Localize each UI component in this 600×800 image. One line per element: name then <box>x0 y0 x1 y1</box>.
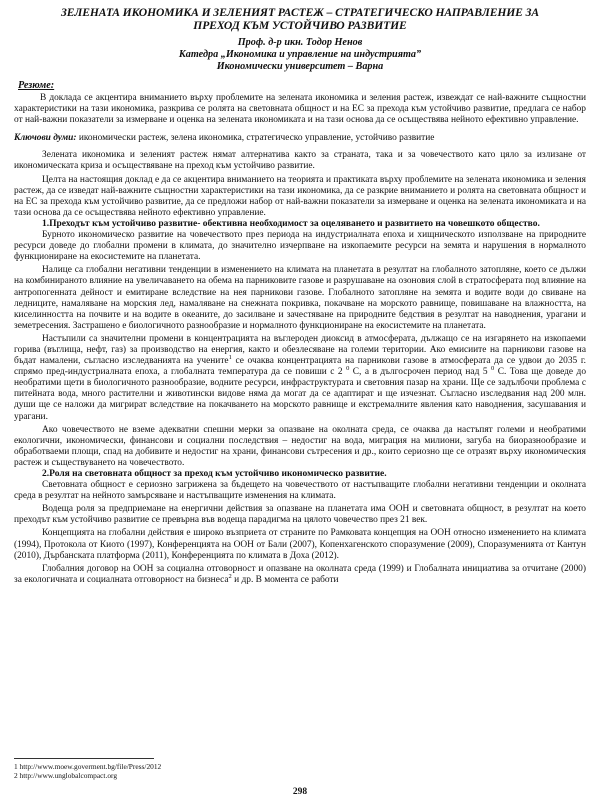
section-1-paragraph-consequences: Ако човечеството не вземе адекватни спешни мерки за опазване на околната среда, се очаква да настъпят големи и необратими екологични, икономически, финансови и социални последствия – недостиг на вода, миграция на милиони, загуба на биоразнообразие и обработваеми площи, спад на добивите и недостиг на храни, финансови сътресения и др., които сериозно ще се отразят върху икономическия растеж и съществуването на човечеството. <box>14 424 586 468</box>
section-1-paragraph-2: Налице са глобални негативни тенденции в изменението на климата на планетата в резултат на глобалното затопляне, което се дължи на комбинираното влияние на увеличаването на обема на парниковите газове и разрушаване на озоновия слой в стратосферата под влияние на антропогенната дейност и емитиране вследствие на нея парникови газове. Глобалното затопляне на земята и водите води до свиване на ледниците, намаляване на морския лед, намаляване на снежната покривка, покачване на морското равнище, повишаване на влажността, на киселинността на почвите и на водите в океаните, до засилване и зачестяване на природните бедствия в резултат на наводнения, урагани и земетресения. Застрашено е биологичното разнообразие и нормалното функциониране на екосистемите на планетата. <box>14 265 586 331</box>
paper-title <box>14 6 586 32</box>
footnote-2: 2 http://www.unglobalcompact.org <box>14 771 118 780</box>
footnote-separator <box>14 758 154 759</box>
page-number: 298 <box>292 787 308 797</box>
section-2-paragraph-1: Световната общност е сериозно загрижена за бъдещето на човечеството от настъпващите глобални негативни тенденции и околната среда в резултат на нейното замърсяване и настъпващите изменения на климата. <box>14 480 586 502</box>
degree-mark-1: 0 <box>346 365 350 373</box>
abstract-heading: Резюме: <box>18 80 55 91</box>
author-university: Икономически университет – Варна <box>216 61 384 72</box>
degree-mark-2: 0 <box>491 365 495 373</box>
keywords <box>14 133 586 144</box>
section-1-paragraph-emissions: Настъпили са значителни промени в концентрацията на въглероден диоксид в атмосферата, дължащо се на изгарянето на изкопаеми горива (въглища, нефт, газ) за производство на енергия, както и обезлесяване на големи територии. Ако емисиите на парникови газове на бъдат намалени, съгласно изследванията на учените$^1$ се очаква концентрацията на парникови газове в атмосферата да се удвои до 2035 г. спрямо пред-индустриалната епоха, а глобалната температура да се повиши с 2 $^0$ С, а в дългосрочен период над 5 $^0$ С. Това ще доведе до необратими щети в биологичното разнообразие, водните ресурси, инфраструктурата и световния пазар на храни. Ще се задълбочи проблема с питейната вода, много растителни и животински видове няма да могат да се адаптират и ще изчезнат. Съгласно изследвания над 200 млн. души ще се наложи да мигрират вследствие на покачването на морското равнище и екстремалните явления като наводнения, засушавания и урагани. <box>14 333 587 422</box>
abstract-text: В доклада се акцентира вниманието върху проблемите на зелената икономика и зеления растеж, извеждат се най-важните същностни характеристики на тази икономика, разкрива се ролята на световната общност и на ЕС за прехода към устойчиво развитие, предлага се набор от най-важни показатели за измерване и оценка на зелената икономиката и на тази основа да се осъществява нейното ефективно управление. <box>14 93 586 126</box>
section-2-paragraph-3: Концепцията на глобални действия е широко възприета от страните по Рамковата концепция на ООН относно изменението на климата (1994), Протокола от Киото (1997), Конференцията на ООН от Бали (2007), Копенхагенското споразумение (2009), Споразуменията от Кантун (2010), Дърбанската платформа (2011), Конференцията по климата в Доха (2012). <box>14 528 586 561</box>
section-1-heading: 1.Преходът към устойчиво развитие- обективна необходимост за оцеляването и развитието на човешкото общество. <box>42 218 540 229</box>
keywords-text: икономически растеж, зелена икономика, стратегическо управление, устойчиво развитие <box>76 133 435 144</box>
section-2-heading: 2.Роля на световната общност за преход към устойчиво икономическо развитие. <box>42 469 387 479</box>
author-block <box>14 37 586 73</box>
footnote-1: 1 http://www.moew.goverment.bg/file/Press/2012 <box>14 762 162 771</box>
footnotes <box>14 762 161 780</box>
title-line-1: ЗЕЛЕНАТА ИКОНОМИКА И ЗЕЛЕНИЯТ РАСТЕЖ – СТРАТЕГИЧЕСКО НАПРАВЛЕНИЕ ЗА <box>60 6 540 19</box>
footnote-ref-1: 1 <box>228 353 232 361</box>
keywords-label: Ключови думи: <box>14 133 77 144</box>
footnote-ref-2: 2 <box>228 572 232 580</box>
title-line-2: ПРЕХОД КЪМ УСТОЙЧИВО РАЗВИТИЕ <box>193 19 407 32</box>
author-department: Катедра „Икономика и управление на индустрията” <box>178 49 422 60</box>
intro-paragraph-2: Целта на настоящия доклад е да се акцентира вниманието на теорията и практиката върху проблемите на зелената икономика и зеления растеж, да се изведат най-важните същностни характеристики на тази икономика, да се разкрие вниманието и ролята на световната общност и на ЕС за прехода към устойчиво развитие, да се предложи набор от най-важни показатели за измерване и оценка на зелената икономиката и на тази основа да се осъществява нейното ефективно управление. <box>14 174 586 218</box>
section-2-paragraph-2: Водеща роля за предприемане на енергични действия за опазване на планетата има ООН и световната общност, в резултат на което преходът към устойчиво развитие се превърна във водеща парадигма на цялото човечество през 21 век. <box>14 504 586 526</box>
section-2-paragraph-4: Глобалния договор на ООН за социална отговорност и опазване на околната среда (1999) и Глобалната инициатива за отчитане (2000) за екологичната и социалната отговорност на бизнеса$^2$ и др. В момента се работи <box>14 563 586 585</box>
intro-paragraph-1: Зелената икономика и зеленият растеж нямат алтернатива както за страната, така и за човечеството като цяло за излизане от икономическата криза и осъществяване на преход към устойчиво развитие. <box>14 150 586 172</box>
author-name: Проф. д-р икн. Тодор Ненов <box>237 37 363 48</box>
section-1-paragraph-1: Бурното икономическо развитие на човечеството през периода на индустриалната епоха и хищническото използване на природните ресурси доведе до глобални промени в климата, до значително изчерпване на изкопаемите ресурси на земята и нарушения в нормалното функциониране на екосистемите на планетата. <box>14 230 586 263</box>
